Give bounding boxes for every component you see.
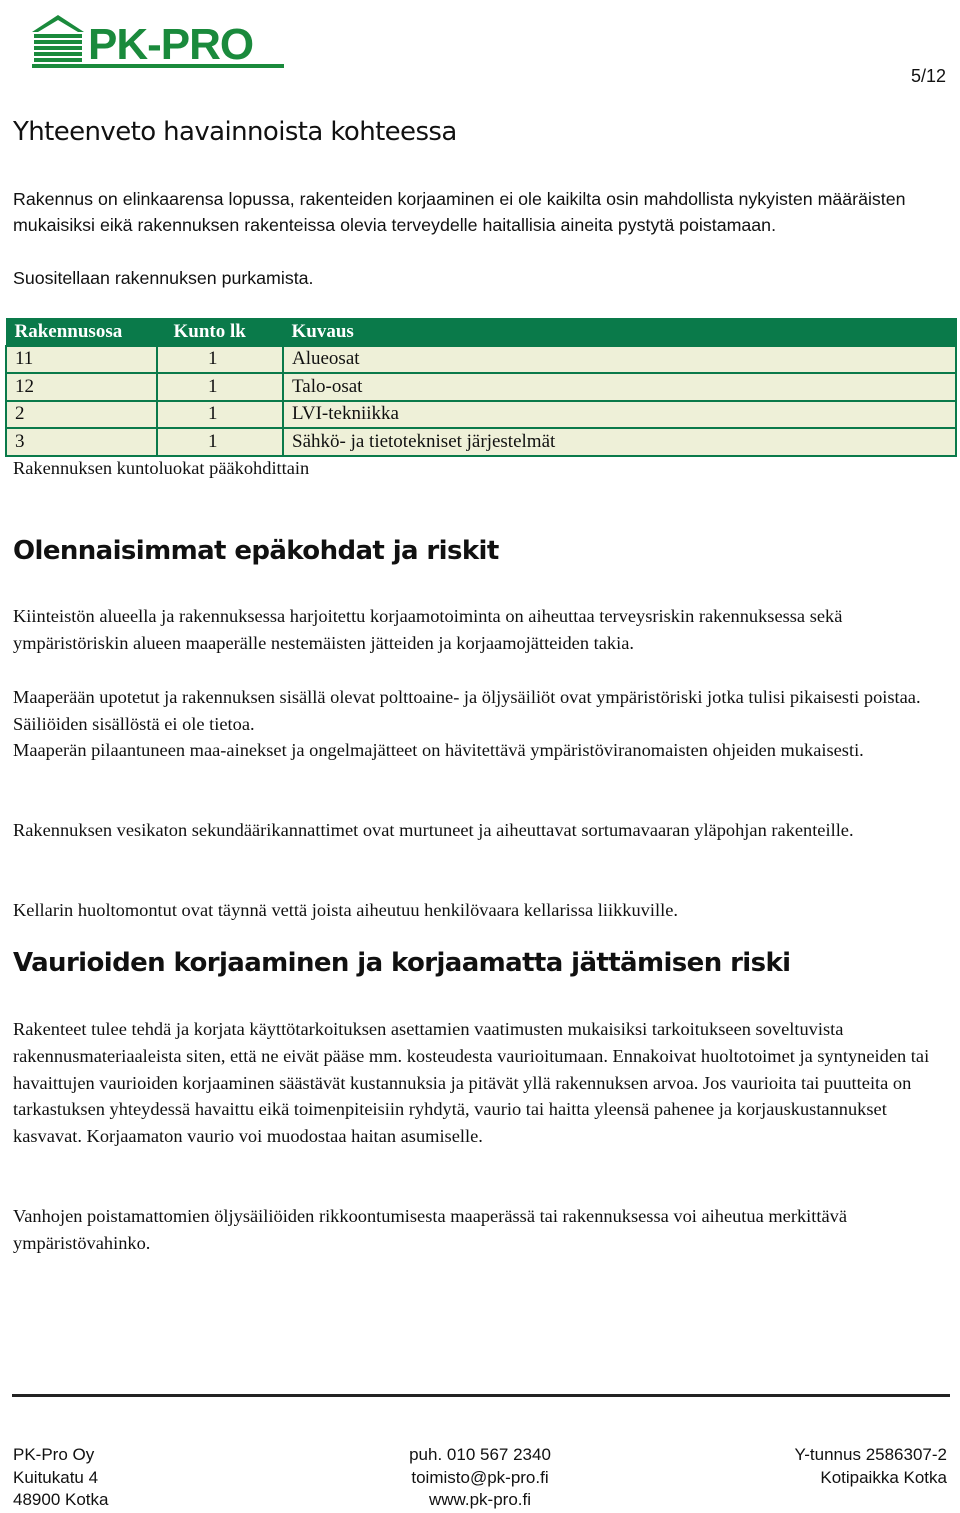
footer-contact <box>400 1444 560 1512</box>
table-cell: 11 <box>6 346 157 374</box>
table-header-row <box>6 319 956 346</box>
footer-divider <box>12 1394 950 1397</box>
pk-pro-logo <box>28 12 288 70</box>
repair-heading: Vaurioiden korjaaminen ja korjaamatta jättämisen riski <box>13 948 791 978</box>
footer-registration <box>794 1444 947 1489</box>
summary-recommendation: Suositellaan rakennuksen purkamista. <box>13 268 314 288</box>
summary-paragraph: Rakennus on elinkaarensa lopussa, rakenteiden korjaaminen ei ole kaikilta osin mahdollista nykyisten määräisten mukaisiksi eikä rakennuksen rakenteissa olevia terveydelle haitallisia aineita pystytä poistamaan. <box>13 189 906 235</box>
table-cell: 1 <box>157 373 283 401</box>
footer-phone: puh. 010 567 2340 <box>409 1445 551 1464</box>
footer-email[interactable]: toimisto@pk-pro.fi <box>411 1467 549 1487</box>
table-row <box>6 373 956 401</box>
risks-paragraph-3: Maaperän pilaantuneen maa-ainekset ja ongelmajätteet on hävitettävä ympäristöviranomaisten ohjeiden mukaisesti. <box>13 740 864 760</box>
footer-company: PK-Pro Oy <box>13 1445 95 1464</box>
repair-paragraph-2: Vanhojen poistamattomien öljysäiliöiden rikkoontumisesta maaperässä tai rakennuksessa voi aiheutua merkittävä ympäristövahinko. <box>13 1206 847 1253</box>
column-header: Kunto lk <box>157 319 283 346</box>
table-cell: Talo-osat <box>283 373 956 401</box>
footer-postal: 48900 Kotka <box>13 1490 109 1509</box>
footer-business-id: Y-tunnus 2586307-2 <box>794 1445 947 1464</box>
table-row <box>6 428 956 456</box>
summary-heading: Yhteenveto havainnoista kohteessa <box>13 117 457 147</box>
table-row <box>6 401 956 429</box>
svg-text:PK-PRO: PK-PRO <box>88 20 254 69</box>
footer-web[interactable]: www.pk-pro.fi <box>428 1490 532 1509</box>
page-number: 5/12 <box>910 66 946 86</box>
table-cell: 12 <box>6 373 157 401</box>
footer-address <box>13 1444 108 1512</box>
risks-paragraph-2: Maaperään upotetut ja rakennuksen sisällä olevat polttoaine- ja öljysäiliöt ovat ympäristöriski jotka tulisi pikaisesti poistaa. Säiliöiden sisällöstä ei ole tietoa. <box>13 687 921 734</box>
risks-paragraph-1: Kiinteistön alueella ja rakennuksessa harjoitettu korjaamotoiminta on aiheuttaa terveysriskin rakennuksessa sekä ympäristöriskin alueen maaperälle nestemäisten jätteiden ja korjaamojätteiden takia. <box>13 606 843 653</box>
risks-heading: Olennaisimmat epäkohdat ja riskit <box>13 536 499 566</box>
table-cell: 1 <box>157 401 283 429</box>
table-cell: LVI-tekniikka <box>283 401 956 429</box>
column-header: Rakennusosa <box>6 319 157 346</box>
condition-table <box>5 318 957 457</box>
table-cell: 2 <box>6 401 157 429</box>
repair-paragraph-1: Rakenteet tulee tehdä ja korjata käyttötarkoituksen asettamien vaatimusten mukaisiksi tarkoitukseen soveltuvista rakennusmateriaaleista siten, että ne eivät pääse mm. kosteudesta vaurioitumaan. Ennakoivat huoltotoimet ja syntyneiden tai havaittujen vaurioiden korjaaminen säästävät kustannuksia ja pitävät yllä rakennuksen arvoa. Jos vaurioita tai puutteita on tarkastuksen yhteydessä havaittu eikä toimenpiteisiin ryhdytä, vaurio tai haitta yleensä pahenee ja korjauskustannukset kasvavat. Korjaamaton vaurio voi muodostaa haitan asumiselle. <box>13 1019 930 1147</box>
table-caption: Rakennuksen kuntoluokat pääkohdittain <box>13 458 310 478</box>
table-cell: 1 <box>157 346 283 374</box>
risks-paragraph-5: Kellarin huoltomontut ovat täynnä vettä joista aiheutuu henkilövaara kellarissa liikkuville. <box>13 900 678 920</box>
risks-paragraph-4: Rakennuksen vesikaton sekundäärikannattimet ovat murtuneet ja aiheuttavat sortumavaaran yläpohjan rakenteille. <box>13 820 854 840</box>
column-header: Kuvaus <box>283 319 956 346</box>
footer-street: Kuitukatu 4 <box>13 1467 99 1487</box>
table-cell: Sähkö- ja tietotekniset järjestelmät <box>283 428 956 456</box>
table-cell: Alueosat <box>283 346 956 374</box>
table-cell: 3 <box>6 428 157 456</box>
footer-domicile: Kotipaikka Kotka <box>820 1467 947 1487</box>
table-row <box>6 346 956 374</box>
table-cell: 1 <box>157 428 283 456</box>
